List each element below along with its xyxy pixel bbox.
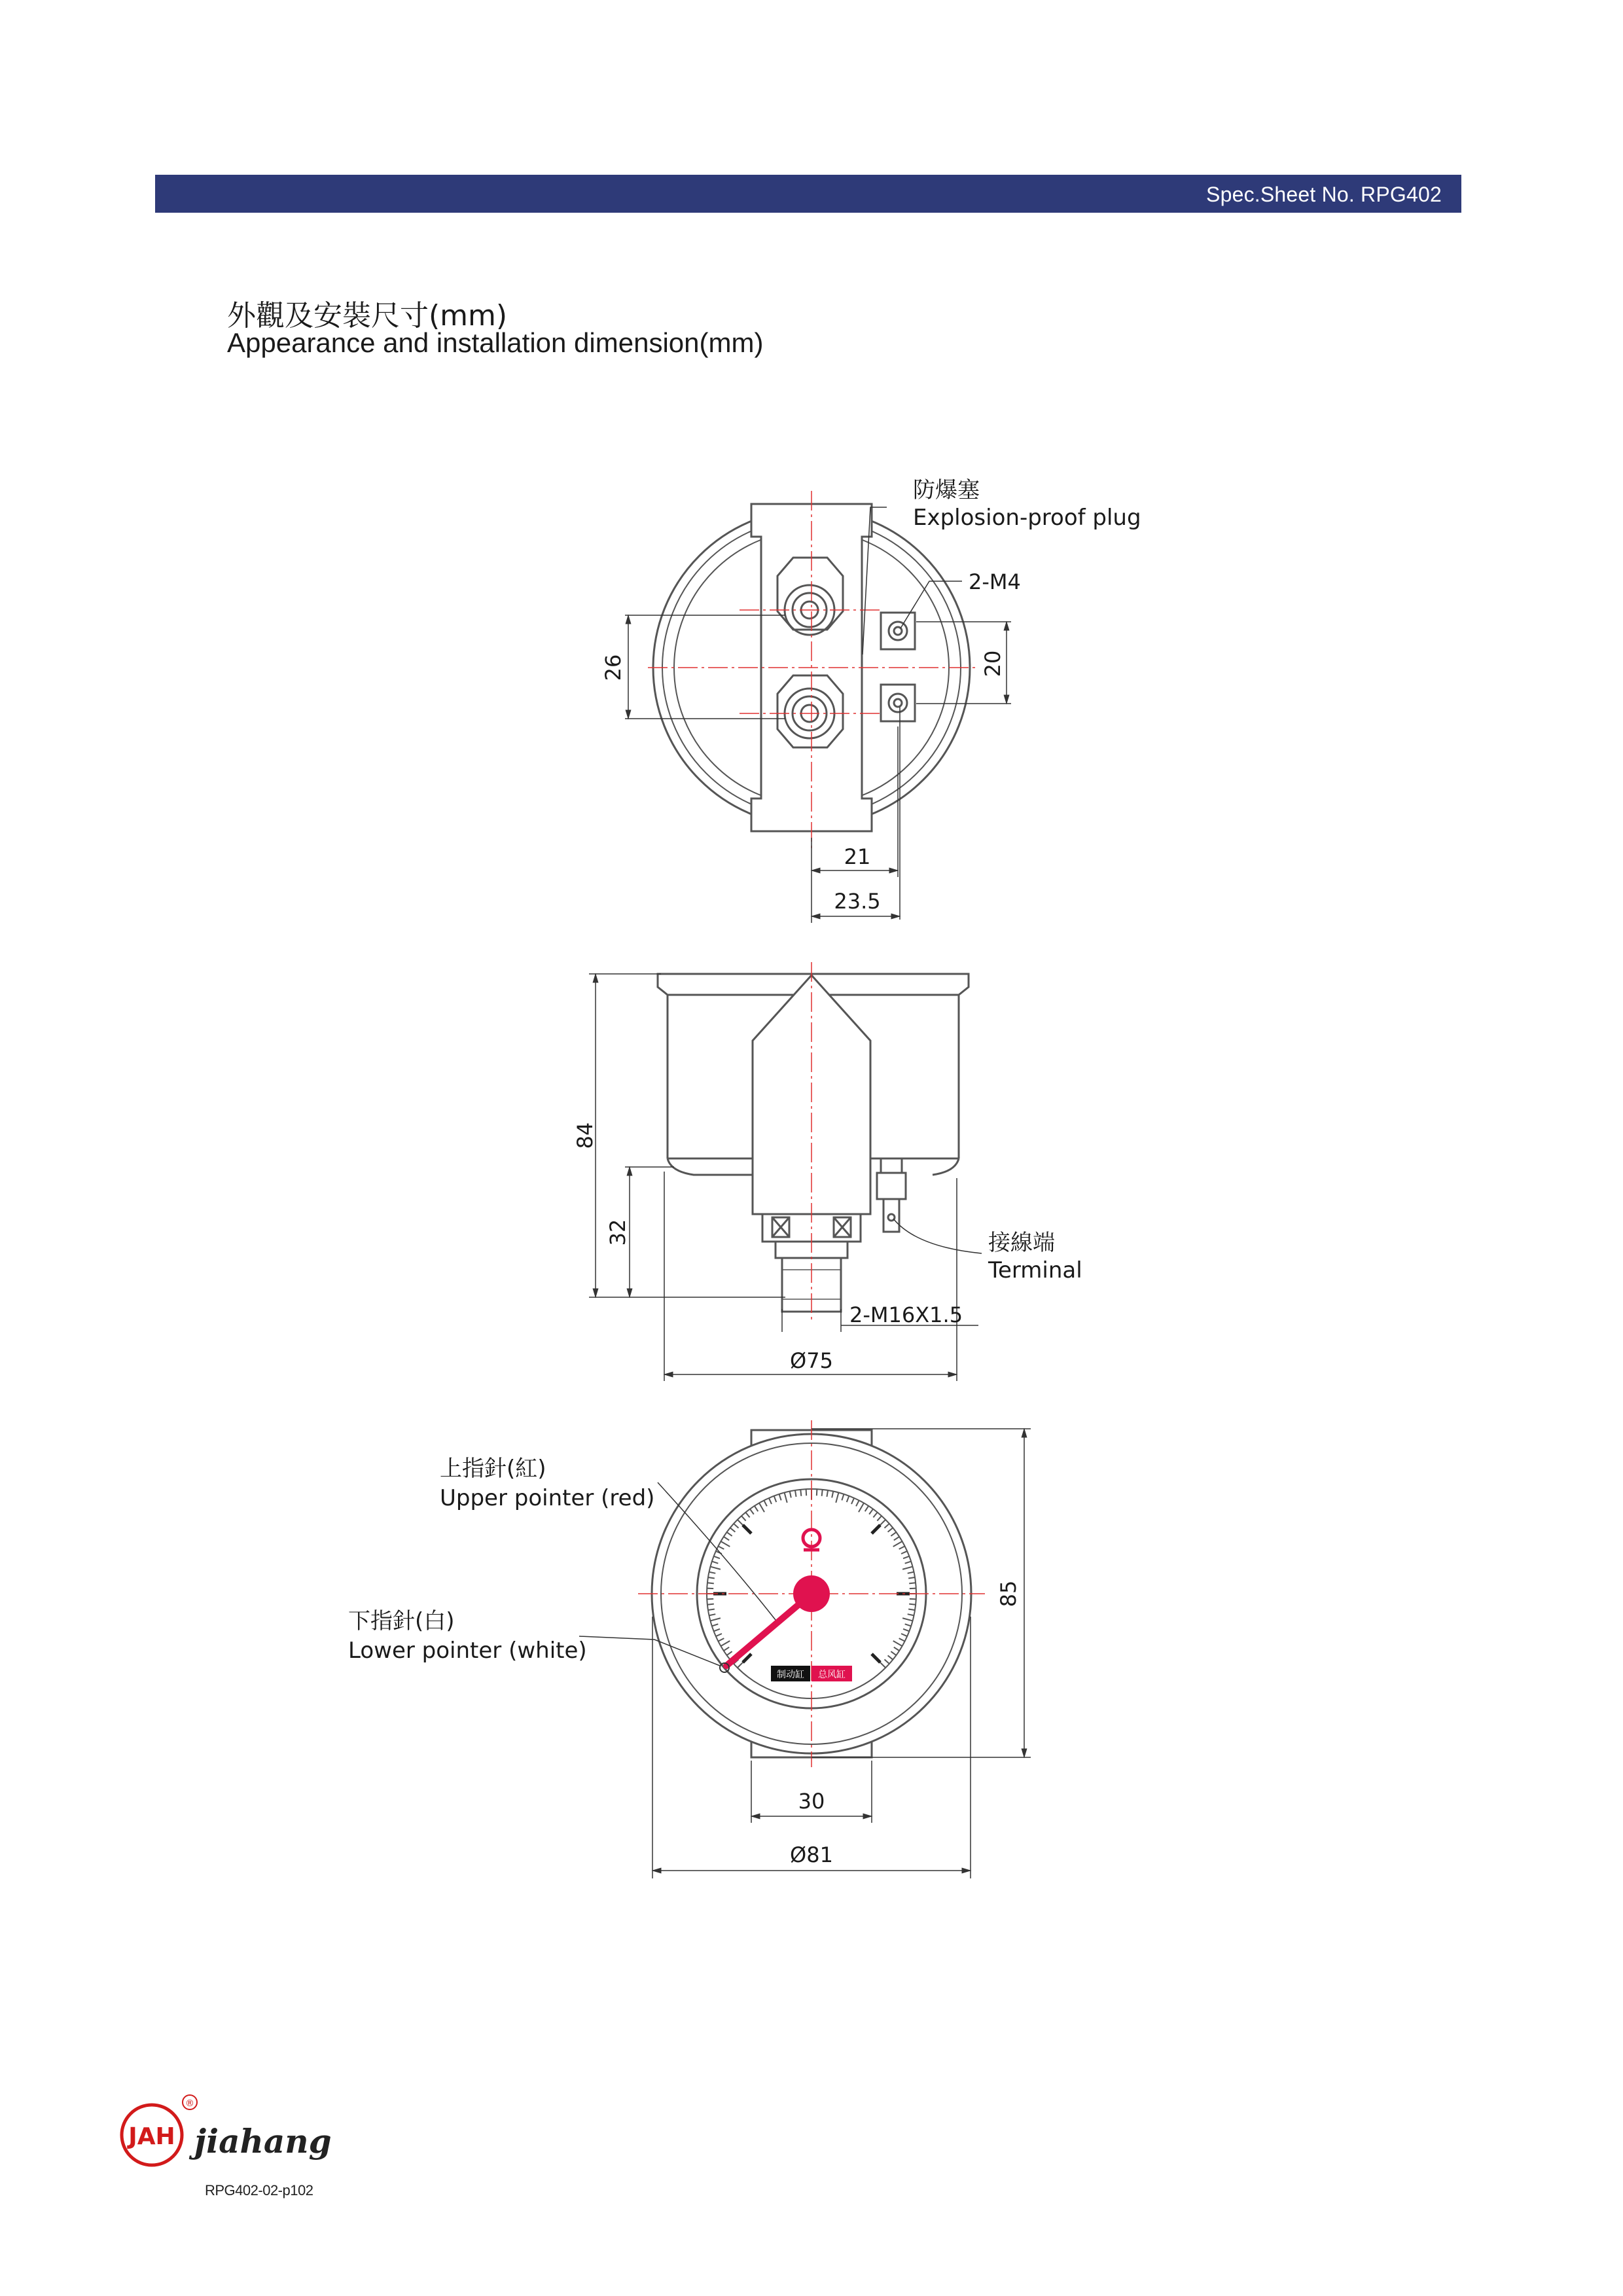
brand-name: jiahang bbox=[194, 2122, 332, 2161]
company-logo bbox=[122, 2095, 197, 2165]
dial-tick bbox=[800, 1490, 801, 1496]
plug-label-en: Explosion-proof plug bbox=[913, 505, 1141, 531]
diameter-81: Ø81 bbox=[790, 1842, 833, 1867]
dial-tick bbox=[909, 1604, 916, 1605]
registered-mark: ® bbox=[185, 2098, 194, 2109]
badge-brake-cylinder-text: 制动缸 bbox=[777, 1670, 804, 1680]
dial-tick bbox=[806, 1489, 807, 1496]
terminal-label-en: Terminal bbox=[988, 1257, 1082, 1283]
dimension-85: 85 bbox=[996, 1580, 1021, 1607]
dimension-26: 26 bbox=[601, 654, 626, 681]
dimension-30: 30 bbox=[798, 1789, 825, 1814]
dial-tick bbox=[910, 1599, 916, 1600]
diameter-75: Ø75 bbox=[790, 1348, 833, 1373]
section-title-chinese: 外觀及安裝尺寸(mm) bbox=[227, 299, 508, 332]
dial-tick bbox=[707, 1588, 713, 1589]
dial-tick bbox=[707, 1604, 714, 1605]
upper-pointer-label-en: Upper pointer (red) bbox=[440, 1485, 655, 1511]
terminal-label-cn: 接線端 bbox=[988, 1230, 1055, 1256]
document-id: RPG402-02-p102 bbox=[205, 2182, 313, 2198]
dimension-32: 32 bbox=[605, 1219, 630, 1246]
section-title-english: Appearance and installation dimension(mm) bbox=[227, 327, 764, 358]
screw-label: 2-M4 bbox=[969, 569, 1021, 594]
explosion-proof-plug bbox=[881, 613, 915, 649]
m4-screw bbox=[881, 685, 915, 721]
spec-sheet-number: Spec.Sheet No. RPG402 bbox=[1206, 183, 1442, 206]
pointer-hub bbox=[793, 1575, 830, 1612]
badge-main-reservoir-text: 总风缸 bbox=[818, 1670, 846, 1680]
thread-label: 2-M16X1.5 bbox=[849, 1302, 963, 1327]
lower-pointer-label-cn: 下指針(白) bbox=[348, 1608, 455, 1634]
dimension-84: 84 bbox=[573, 1122, 597, 1149]
upper-pointer-label-cn: 上指針(紅) bbox=[440, 1456, 546, 1482]
lower-pointer-label-en: Lower pointer (white) bbox=[348, 1638, 587, 1664]
dial-tick bbox=[910, 1588, 916, 1589]
lower-port-hex bbox=[777, 675, 843, 747]
dimension-20: 20 bbox=[980, 650, 1005, 677]
plug-label-cn: 防爆塞 bbox=[913, 477, 980, 503]
dial-tick bbox=[822, 1490, 823, 1496]
dimension-23-5: 23.5 bbox=[834, 889, 881, 914]
logo-letters: JAH bbox=[128, 2123, 175, 2150]
dimension-21: 21 bbox=[844, 844, 871, 869]
dial-tick bbox=[707, 1599, 713, 1600]
top-view bbox=[625, 491, 1011, 923]
terminal-nut bbox=[877, 1173, 906, 1199]
